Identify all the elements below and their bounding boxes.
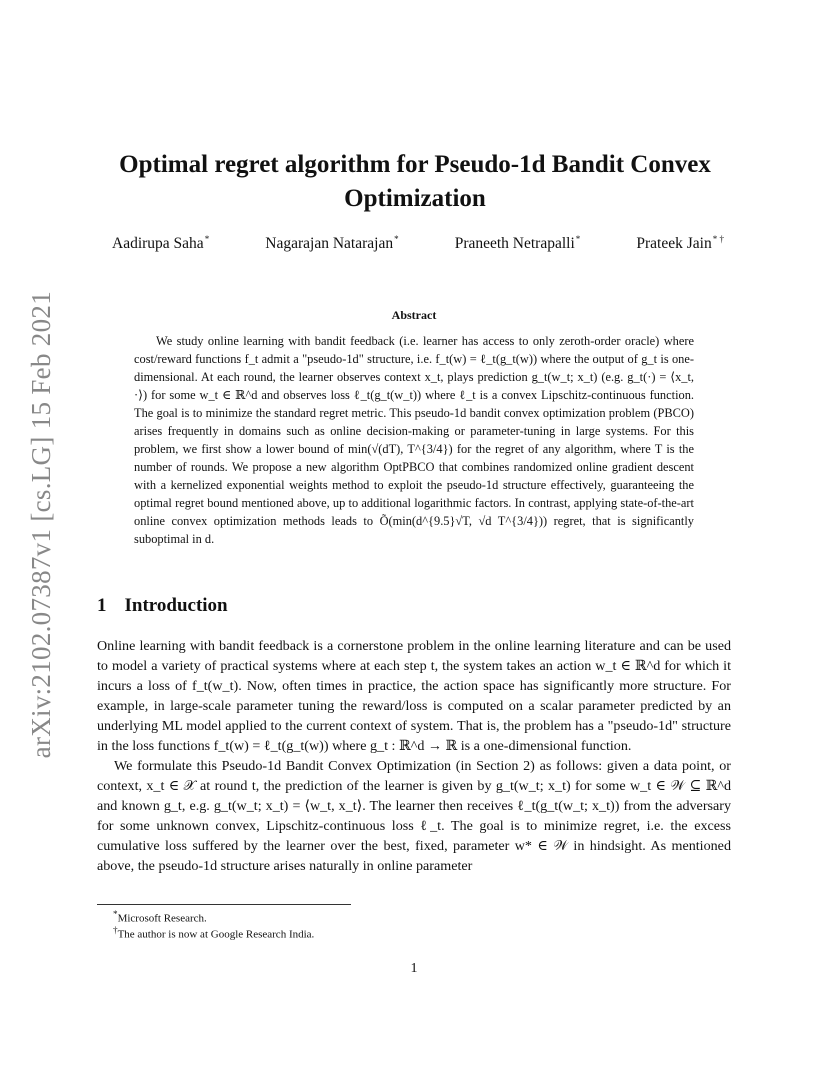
section-heading <box>97 595 228 617</box>
section-number: 1 <box>97 595 107 616</box>
author: Aadirupa Saha* <box>112 234 210 253</box>
author: Prateek Jain* † <box>636 234 724 253</box>
paper-title: Optimal regret algorithm for Pseudo-1d Bandit Convex Optimization <box>119 151 711 212</box>
footnote: *Microsoft Research. <box>113 909 207 925</box>
abstract-body: We study online learning with bandit feedback (i.e. learner has access to only zeroth-order oracle) where cost/reward functions f_t admit a "pseudo-1d" structure, i.e. f_t(w) = ℓ_t(g_t(w)) where the output of g_t is one-dimensional. At each round, the learner observes context x_t, plays prediction g_t(w_t; x_t) (e.g. g_t(·) = ⟨x_t, ·⟩) for some w_t ∈ ℝ^d and observes loss ℓ_t(g_t(w_t)) where ℓ_t is a convex Lipschitz-continuous function. The goal is to minimize the standard regret metric. This pseudo-1d bandit convex optimization problem (PBCO) arises frequently in domains such as online decision-making or parameter-tuning in large systems. For this problem, we first show a lower bound of min(√(dT), T^{3/4}) for the regret of any algorithm, where T is the number of rounds. We propose a new algorithm OptPBCO that combines randomized online gradient descent with a kernelized exponential weights method to exploit the pseudo-1d structure effectively, guaranteeing the optimal regret bound mentioned above, up to additional logarithmic factors. In contrast, applying state-of-the-art online convex optimization methods leads to Õ(min(d^{9.5}√T, √d T^{3/4})) regret, that is significantly suboptimal in d. <box>134 334 694 546</box>
paragraph: We formulate this Pseudo-1d Bandit Convex Optimization (in Section 2) as follows: given a data point, or context, x_t ∈ 𝒳 at round t, the prediction of the learner is given by g_t(w_t; x_t) for some w_t ∈ 𝒲 ⊆ ℝ^d and known g_t, e.g. g_t(w_t; x_t) = ⟨w_t, x_t⟩. The learner then receives ℓ_t(g_t(w_t; x_t)) from the adversary for some unknown convex, Lipschitz-continuous loss ℓ_t. The goal is to minimize regret, i.e. the excess cumulative loss suffered by the learner over the best, fixed, parameter w* ∈ 𝒲 in hindsight. As mentioned above, the pseudo-1d structure arises naturally in online parameter <box>97 758 731 874</box>
footnote-rule <box>97 904 351 905</box>
page-number: 1 <box>410 961 418 976</box>
author-list <box>112 234 724 253</box>
paragraph: Online learning with bandit feedback is a cornerstone problem in the online learning literature and can be used to model a variety of practical systems where at each step t, the system takes an action w_t ∈ ℝ^d for which it incurs a loss of f_t(w_t). Now, often times in practice, the action space has significantly more structure. For example, in large-scale parameter tuning the reward/loss is computed on a scalar parameter predicted by an underlying ML model applied to the current context of system. That is, the problem has a "pseudo-1d" structure in the loss functions f_t(w) = ℓ_t(g_t(w)) where g_t : ℝ^d → ℝ is a one-dimensional function. <box>97 638 731 754</box>
author: Praneeth Netrapalli* <box>454 234 581 253</box>
body-text <box>97 636 731 876</box>
section-title: Introduction <box>124 595 228 616</box>
arxiv-stamp: arXiv:2102.07387v1 [cs.LG] 15 Feb 2021 <box>25 291 56 759</box>
author: Nagarajan Natarajan* <box>265 234 399 253</box>
footnote: †The author is now at Google Research India. <box>113 925 315 941</box>
abstract-heading: Abstract <box>391 308 437 322</box>
